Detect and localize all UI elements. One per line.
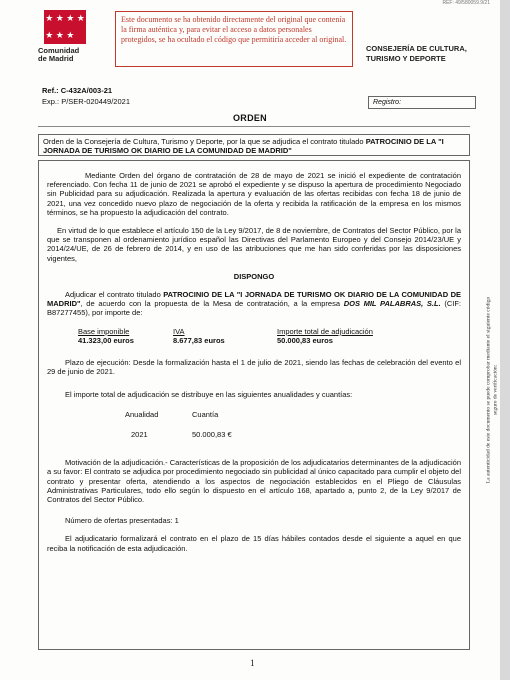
iva-amount: [173, 327, 225, 346]
base-amount: [78, 327, 134, 346]
madrid-flag-icon: ★ ★ ★ ★ ★ ★ ★: [44, 10, 86, 44]
total-value: 50.000,83 euros: [277, 336, 333, 346]
logo-text: [38, 47, 108, 63]
department-heading: [366, 44, 486, 64]
paragraph-legal-basis: En virtud de lo que establece el artículo 150 de la Ley 9/2017, de 8 de noviembre, de Contratos del Sector Público, por la que se transponen al ordenamiento jurídico español las Directivas del Parlamento Europeo y del Consejo 2014/23/UE y 2014/24/UE, de 26 de febrero de 2014, y en uso de las atribuciones que me han sido conferidas por las disposiciones vigentes,: [47, 226, 461, 263]
verification-sidebar: [474, 290, 510, 490]
total-label: Importe total de adjudicación: [277, 326, 373, 336]
title-divider: [38, 126, 470, 127]
paragraph-background: Mediante Orden del órgano de contratación de 28 de mayo de 2021 se inició el expediente de contratación referenciado. Con fecha 11 de junio de 2021 se aprobó el expediente y se dispuso la apertura de procedimiento Negociado sin Publicidad para su adjudicación. Realizada la apertura y evaluación de las ofertas recibidas con fecha 18 de junio de 2021, una vez concedido nuevo plazo de negociación de la oferta y recibida la ratificación de la empresa en los mismos términos, se ha propuesto la adjudicación del contrato.: [47, 171, 461, 217]
annuity-year: 2021: [131, 430, 148, 440]
paragraph-award: [47, 290, 461, 318]
award-text-c: , de acuerdo con la propuesta de la Mesa de contratación, a la empresa: [80, 299, 344, 309]
department-line-2: TURISMO Y DEPORTE: [366, 54, 446, 63]
amounts-table: [47, 327, 461, 347]
main-body-box: [38, 160, 470, 650]
page-number: 1: [250, 658, 255, 668]
logo-line-2: de Madrid: [38, 54, 74, 63]
iva-value: 8.677,83 euros: [173, 336, 225, 346]
total-amount: [277, 327, 373, 346]
amount-header: Cuantía: [192, 410, 219, 420]
top-reference-strip: REF: 49/580059.9/21: [442, 0, 490, 6]
annuities-table: [47, 408, 461, 442]
department-line-1: CONSEJERÍA DE CULTURA,: [366, 44, 467, 53]
dispongo-heading: DISPONGO: [233, 271, 275, 281]
reference-block: [42, 85, 130, 107]
ref-label: Ref.:: [42, 86, 59, 95]
order-summary-box: [38, 134, 470, 156]
base-value: 41.323,00 euros: [78, 336, 134, 346]
ref-value: C-432A/003-21: [60, 86, 113, 95]
paragraph-formalization: El adjudicatario formalizará el contrato en el plazo de 15 días hábiles contados desde el siguiente a aquel en que reciba la notificación de esta adjudicación.: [47, 534, 461, 553]
award-text-e: (CIF: B87277455), por importe de:: [47, 299, 461, 318]
exp-label: Exp.:: [42, 97, 60, 106]
paragraph-distribution: El importe total de adjudicación se distribuye en las siguientes anualidades y cuantías:: [65, 390, 353, 400]
registro-box: Registro:: [368, 96, 476, 109]
award-contract-title: PATROCINIO DE LA "I JORNADA DE TURISMO OK DIARIO DE LA COMUNIDAD DE MADRID": [47, 290, 462, 309]
paragraph-offers: Número de ofertas presentadas: 1: [65, 516, 179, 526]
annuity-amount: 50.000,83 €: [192, 430, 232, 440]
order-summary-contract: PATROCINIO DE LA "I JORNADA DE TURISMO OK DIARIO DE LA COMUNIDAD DE MADRID": [43, 137, 444, 155]
exp-value: P/SER-020449/2021: [61, 97, 130, 106]
verification-text: La autenticidad de este documento se puede comprobar mediante el siguiente código seguro de verificación:: [485, 296, 498, 484]
paragraph-motivation: Motivación de la adjudicación.- Características de la proposición de los adjudicatarios determinantes de la adjudicación a su favor: El contrato se adjudica por procedimiento negociado sin publicidad al único capacitado para cumplir el objeto del contrato y presentar oferta, atendiendo a los aspectos de negociación establecidos en el Pliego de Cláusulas Administrativas Particulares, todo ello según lo dispuesto en el artículo 168, apartado a, punto 2, de la Ley 9/2017 de Contratos del Sector Público.: [47, 458, 461, 505]
authenticity-notice: Este documento se ha obtenido directamente del original que contenía la firma auténtica y, para evitar el acceso a datos personales protegidos, se ha ocultado el código que permitiría acceder al original.: [115, 11, 353, 67]
logo-line-1: Comunidad: [38, 46, 80, 55]
award-company: DOS MIL PALABRAS, S.L.: [343, 299, 441, 309]
annuity-header: Anualidad: [125, 410, 159, 420]
iva-label: IVA: [173, 326, 185, 336]
award-text-a: Adjudicar el contrato titulado: [65, 290, 164, 300]
paragraph-execution-period: Plazo de ejecución: Desde la formalización hasta el 1 de julio de 2021, siendo las fechas de celebración del evento el 29 de junio de 2021.: [47, 357, 461, 376]
document-title: ORDEN: [232, 113, 267, 123]
base-label: Base imponible: [78, 326, 130, 336]
order-summary-text: Orden de la Consejería de Cultura, Turismo y Deporte, por la que se adjudica el contrato titulado: [43, 137, 364, 146]
comunidad-madrid-logo: [38, 10, 108, 63]
